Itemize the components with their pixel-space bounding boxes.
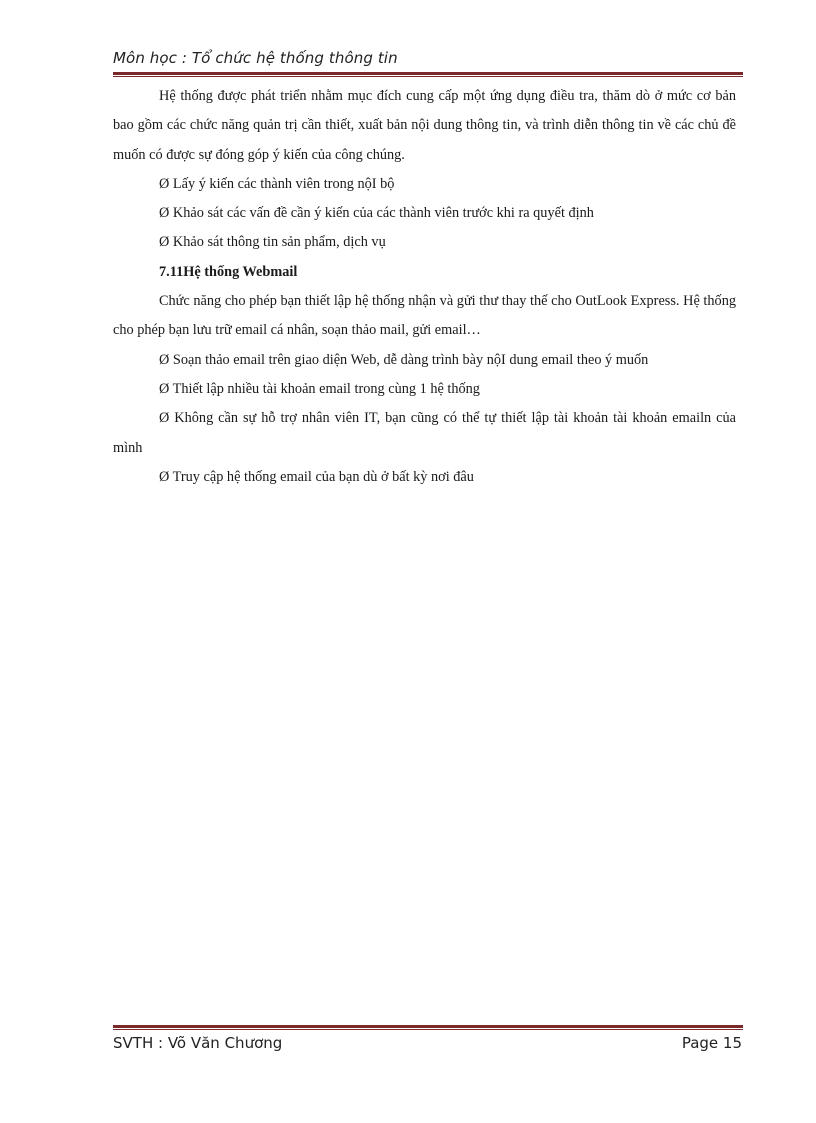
webmail-paragraph: Chức năng cho phép bạn thiết lập hệ thống nhận và gửi thư thay thế cho OutLook Express. Hệ thống cho phép bạn lưu trữ email cá nhân, soạn thảo mail, gửi email… [113, 293, 736, 339]
survey-bullet-3: Ø Khảo sát thông tin sản phẩm, dịch vụ [159, 234, 386, 251]
webmail-bullet-4: Ø Truy cập hệ thống email của bạn dù ở bất kỳ nơi đâu [159, 468, 474, 485]
survey-bullet-2: Ø Khảo sát các vấn đề cần ý kiến của các thành viên trước khi ra quyết định [159, 205, 594, 222]
webmail-bullet-2: Ø Thiết lập nhiều tài khoản email trong cùng 1 hệ thống [159, 380, 480, 397]
survey-bullet-1: Ø Lấy ý kiến các thành viên trong nộI bộ [159, 175, 395, 192]
header-divider [113, 72, 743, 77]
webmail-bullet-3: Ø Không cần sự hỗ trợ nhân viên IT, bạn cũng có thể tự thiết lập tài khoản tài khoản emailn của mình [113, 410, 736, 456]
footer-divider [113, 1025, 743, 1030]
footer-page-number: Page 15 [681, 1034, 742, 1052]
page-header-title: Môn học : Tổ chức hệ thống thông tin [113, 49, 398, 67]
document-body [113, 82, 736, 492]
intro-paragraph: Hệ thống được phát triển nhằm mục đích cung cấp một ứng dụng điều tra, thăm dò ở mức cơ bản bao gồm các chức năng quản trị cần thiết, xuất bản nội dung thông tin, và trình diễn thông tin về các chủ đề muốn có được sự đóng góp ý kiến của công chúng. [113, 88, 736, 163]
webmail-bullet-1: Ø Soạn thảo email trên giao diện Web, dễ dàng trình bày nộI dung email theo ý muốn [159, 351, 649, 368]
section-heading-webmail: 7.11Hệ thống Webmail [159, 263, 298, 280]
footer-author: SVTH : Võ Văn Chương [113, 1034, 283, 1052]
